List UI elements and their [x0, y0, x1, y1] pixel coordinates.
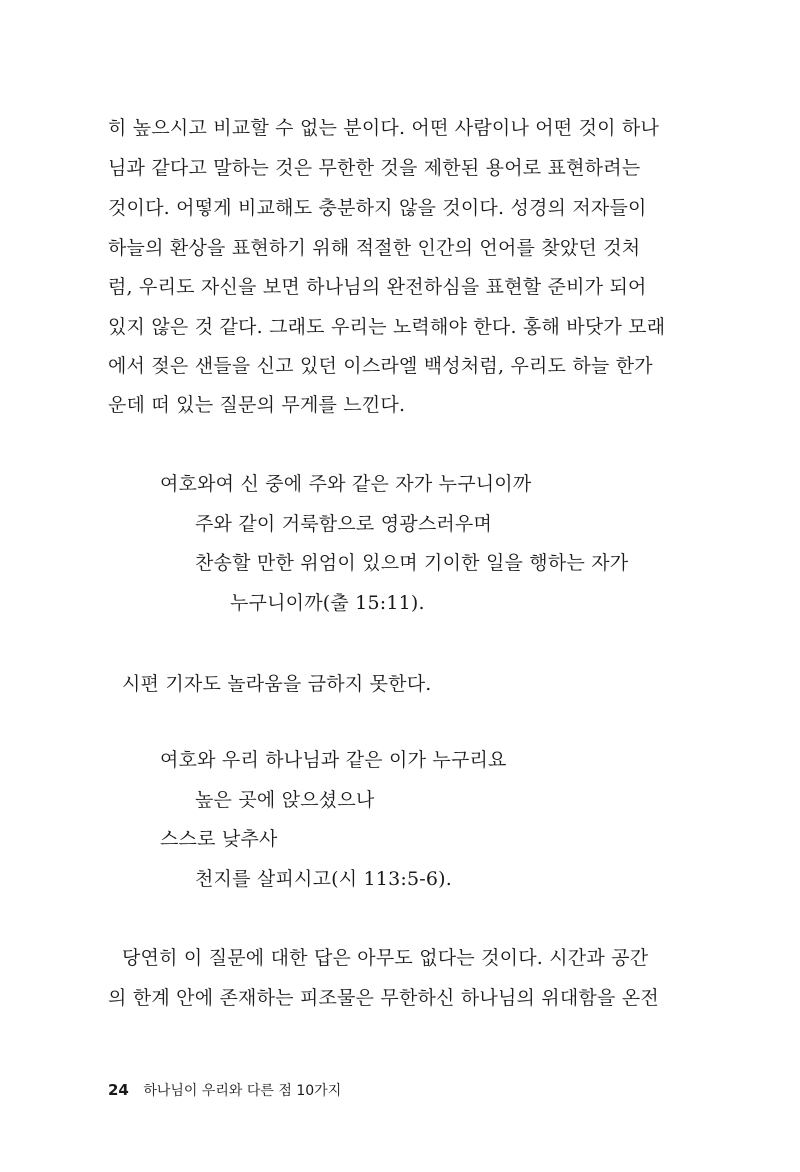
book-title: 하나님이 우리와 다른 점 10가지 [143, 1083, 342, 1099]
paragraph-2: 시편 기자도 놀라움을 금하지 못한다. [122, 673, 432, 695]
quote-line: 여호와 우리 하나님과 같은 이가 누구리요 [160, 749, 507, 771]
paragraph-1-line: 하늘의 환상을 표현하기 위해 적절한 인간의 언어를 찾았던 것처 [108, 237, 641, 259]
quote-line: 천지를 살피시고(시 113:5-6). [195, 868, 453, 890]
quote-line: 누구니이까(출 15:11). [230, 592, 425, 614]
quote-line: 높은 곳에 앉으셨으나 [195, 789, 375, 811]
quote-line: 스스로 낮추사 [160, 828, 278, 850]
quote-line: 주와 같이 거룩함으로 영광스러우며 [195, 513, 493, 535]
paragraph-3-line: 의 한계 안에 존재하는 피조물은 무한하신 하나님의 위대함을 온전 [108, 987, 659, 1009]
paragraph-1-line: 에서 젖은 샌들을 신고 있던 이스라엘 백성처럼, 우리도 하늘 한가 [108, 355, 653, 377]
paragraph-1-line: 히 높으시고 비교할 수 없는 분이다. 어떤 사람이나 어떤 것이 하나 [108, 117, 660, 139]
quote-line: 찬송할 만한 위엄이 있으며 기이한 일을 행하는 자가 [195, 552, 629, 574]
paragraph-1-line: 있지 않은 것 같다. 그래도 우리는 노력해야 한다. 홍해 바닷가 모래 [108, 316, 666, 338]
page-footer [108, 1080, 341, 1100]
paragraph-3-line: 당연히 이 질문에 대한 답은 아무도 없다는 것이다. 시간과 공간 [122, 947, 649, 969]
paragraph-1-line: 것이다. 어떻게 비교해도 충분하지 않을 것이다. 성경의 저자들이 [108, 197, 647, 219]
paragraph-1-line: 운데 떠 있는 질문의 무게를 느낀다. [108, 394, 406, 416]
paragraph-1-line: 님과 같다고 말하는 것은 무한한 것을 제한된 용어로 표현하려는 [108, 157, 641, 179]
quote-line: 여호와여 신 중에 주와 같은 자가 누구니이까 [160, 473, 532, 495]
page-number: 24 [108, 1081, 129, 1099]
paragraph-1-line: 럼, 우리도 자신을 보면 하나님의 완전하심을 표현할 준비가 되어 [108, 276, 647, 298]
